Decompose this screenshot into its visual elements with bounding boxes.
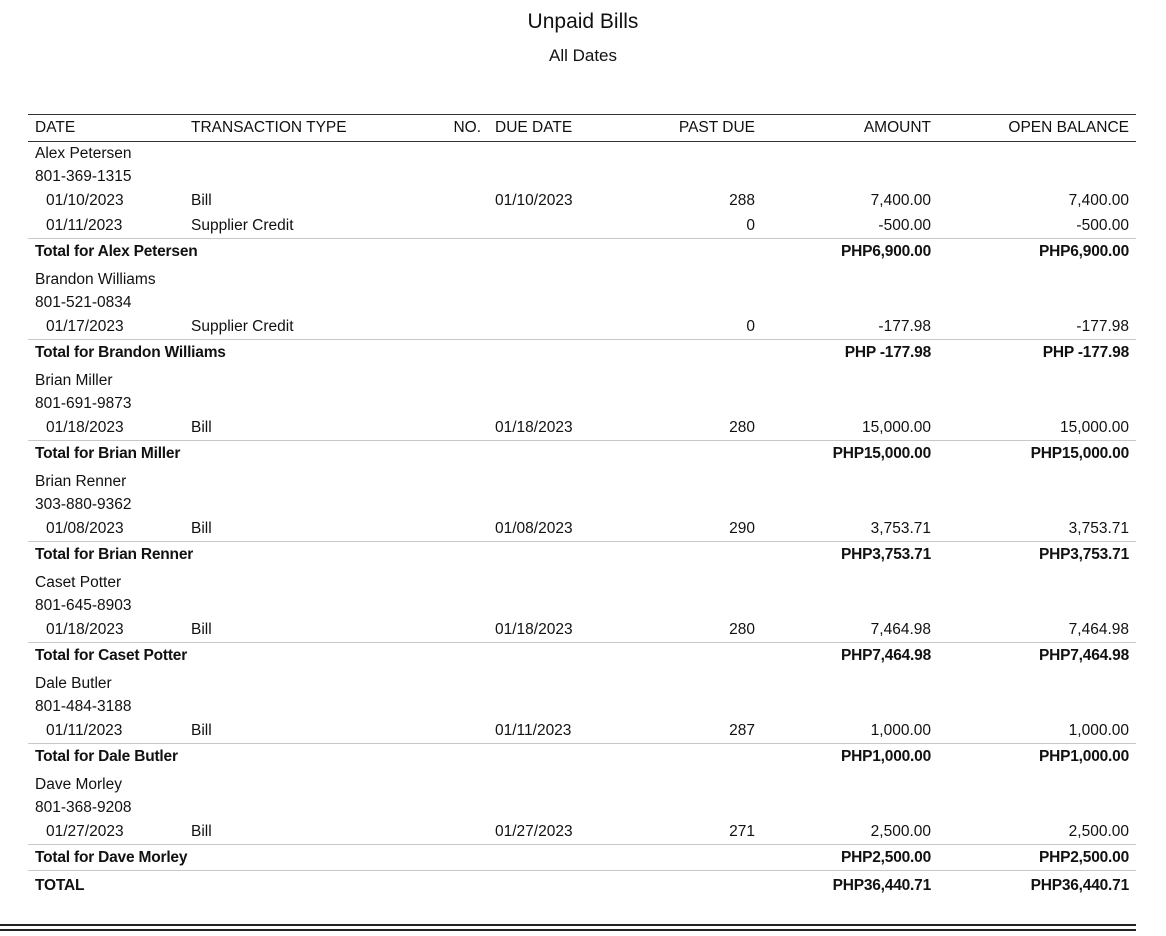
supplier-total-row xyxy=(28,542,1136,568)
supplier-phone: 801-368-9208 xyxy=(35,798,132,816)
supplier-total-amount: PHP7,464.98 xyxy=(762,643,938,669)
supplier-name-row xyxy=(28,470,1136,493)
supplier-name[interactable]: Caset Potter xyxy=(35,573,122,591)
supplier-total-label: Total for Dave Morley xyxy=(28,845,762,871)
column-header-past-due[interactable]: PAST DUE xyxy=(628,115,762,142)
transaction-open-balance: -500.00 xyxy=(1076,216,1129,234)
supplier-total-label: Total for Brandon Williams xyxy=(28,340,762,366)
supplier-phone-row xyxy=(28,291,1136,314)
transaction-due-date: 01/10/2023 xyxy=(495,191,573,209)
transaction-row xyxy=(28,516,1136,542)
supplier-total-open-balance: PHP -177.98 xyxy=(938,340,1136,366)
column-header-no[interactable]: NO. xyxy=(432,115,488,142)
transaction-type[interactable]: Bill xyxy=(191,822,212,840)
supplier-total-open-balance: PHP15,000.00 xyxy=(938,441,1136,467)
transaction-due-date: 01/08/2023 xyxy=(495,519,573,537)
supplier-phone: 801-645-8903 xyxy=(35,596,132,614)
supplier-total-amount: PHP2,500.00 xyxy=(762,845,938,871)
transaction-past-due: 280 xyxy=(729,418,755,436)
report-date-range: All Dates xyxy=(548,46,618,65)
supplier-name-row xyxy=(28,369,1136,392)
transaction-type[interactable]: Supplier Credit xyxy=(191,216,294,234)
transaction-past-due: 280 xyxy=(729,620,755,638)
transaction-due-date: 01/18/2023 xyxy=(495,620,573,638)
supplier-total-open-balance: PHP6,900.00 xyxy=(938,239,1136,265)
transaction-type[interactable]: Bill xyxy=(191,519,212,537)
transaction-due-date xyxy=(488,213,628,239)
transaction-date[interactable]: 01/10/2023 xyxy=(46,191,124,209)
transaction-open-balance: 7,464.98 xyxy=(1068,620,1129,638)
supplier-total-label: Total for Brian Renner xyxy=(28,542,762,568)
supplier-total-label: Total for Alex Petersen xyxy=(28,239,762,265)
transaction-open-balance: 7,400.00 xyxy=(1068,191,1129,209)
supplier-total-amount: PHP6,900.00 xyxy=(762,239,938,265)
grand-total-double-rule-top xyxy=(0,924,1136,928)
transaction-open-balance: 1,000.00 xyxy=(1068,721,1129,739)
supplier-total-open-balance: PHP7,464.98 xyxy=(938,643,1136,669)
transaction-type[interactable]: Bill xyxy=(191,721,212,739)
report-title: Unpaid Bills xyxy=(527,10,639,33)
supplier-name-row xyxy=(28,773,1136,796)
transaction-amount[interactable]: 1,000.00 xyxy=(870,721,931,739)
report-body xyxy=(28,142,1136,871)
grand-total-open-balance: PHP36,440.71 xyxy=(938,871,1136,901)
transaction-type[interactable]: Bill xyxy=(191,418,212,436)
supplier-total-amount: PHP3,753.71 xyxy=(762,542,938,568)
supplier-phone: 801-521-0834 xyxy=(35,293,132,311)
transaction-date[interactable]: 01/11/2023 xyxy=(46,216,123,234)
supplier-phone-row xyxy=(28,392,1136,415)
supplier-name[interactable]: Dave Morley xyxy=(35,775,122,793)
transaction-open-balance: 3,753.71 xyxy=(1068,519,1129,537)
transaction-type[interactable]: Bill xyxy=(191,620,212,638)
transaction-no xyxy=(432,213,488,239)
transaction-past-due: 287 xyxy=(729,721,755,739)
supplier-phone-row xyxy=(28,695,1136,718)
transaction-past-due: 288 xyxy=(729,191,755,209)
transaction-row xyxy=(28,314,1136,340)
supplier-total-row xyxy=(28,643,1136,669)
supplier-total-label: Total for Brian Miller xyxy=(28,441,762,467)
transaction-date[interactable]: 01/11/2023 xyxy=(46,721,123,739)
supplier-total-label: Total for Dale Butler xyxy=(28,744,762,770)
column-header-due-date[interactable]: DUE DATE xyxy=(488,115,628,142)
column-header-open-balance[interactable]: OPEN BALANCE xyxy=(938,115,1136,142)
supplier-total-row xyxy=(28,845,1136,871)
transaction-open-balance: 15,000.00 xyxy=(1060,418,1129,436)
transaction-amount[interactable]: 15,000.00 xyxy=(862,418,931,436)
supplier-total-open-balance: PHP2,500.00 xyxy=(938,845,1136,871)
supplier-total-row xyxy=(28,441,1136,467)
transaction-no xyxy=(432,314,488,340)
transaction-row xyxy=(28,617,1136,643)
transaction-row xyxy=(28,819,1136,845)
transaction-no xyxy=(432,617,488,643)
transaction-past-due: 290 xyxy=(729,519,755,537)
transaction-amount[interactable]: 7,400.00 xyxy=(870,191,931,209)
table-header-row xyxy=(28,115,1136,142)
supplier-name[interactable]: Brian Renner xyxy=(35,472,127,490)
supplier-phone: 801-691-9873 xyxy=(35,394,132,412)
transaction-no xyxy=(432,516,488,542)
column-header-transaction-type[interactable]: TRANSACTION TYPE xyxy=(184,115,432,142)
transaction-due-date: 01/11/2023 xyxy=(495,721,572,739)
column-header-amount[interactable]: AMOUNT xyxy=(762,115,938,142)
transaction-type[interactable]: Supplier Credit xyxy=(191,317,294,335)
transaction-date[interactable]: 01/18/2023 xyxy=(46,418,124,436)
transaction-no xyxy=(432,718,488,744)
supplier-name-row xyxy=(28,268,1136,291)
transaction-row xyxy=(28,718,1136,744)
grand-total-label: TOTAL xyxy=(28,871,762,901)
unpaid-bills-table xyxy=(28,114,1136,900)
supplier-phone-row xyxy=(28,165,1136,188)
transaction-no xyxy=(432,819,488,845)
grand-total-double-rule-bottom xyxy=(0,929,1136,933)
supplier-phone: 801-369-1315 xyxy=(35,167,132,185)
supplier-total-label: Total for Caset Potter xyxy=(28,643,762,669)
transaction-no xyxy=(432,415,488,441)
supplier-total-amount: PHP -177.98 xyxy=(762,340,938,366)
supplier-total-row xyxy=(28,744,1136,770)
supplier-phone-row xyxy=(28,594,1136,617)
transaction-date[interactable]: 01/08/2023 xyxy=(46,519,124,537)
supplier-phone: 303-880-9362 xyxy=(35,495,132,513)
grand-total-row xyxy=(28,871,1136,901)
transaction-date[interactable]: 01/17/2023 xyxy=(46,317,124,335)
transaction-type[interactable]: Bill xyxy=(191,191,212,209)
transaction-due-date xyxy=(488,314,628,340)
transaction-no xyxy=(432,188,488,213)
supplier-phone-row xyxy=(28,796,1136,819)
transaction-amount[interactable]: -177.98 xyxy=(878,317,931,335)
supplier-total-amount: PHP15,000.00 xyxy=(762,441,938,467)
supplier-total-amount: PHP1,000.00 xyxy=(762,744,938,770)
transaction-amount[interactable]: -500.00 xyxy=(878,216,931,234)
transaction-row xyxy=(28,188,1136,213)
supplier-name[interactable]: Brandon Williams xyxy=(35,270,156,288)
column-header-date[interactable]: DATE xyxy=(28,115,184,142)
transaction-row xyxy=(28,213,1136,239)
supplier-name[interactable]: Alex Petersen xyxy=(35,144,132,162)
supplier-name-row xyxy=(28,142,1136,166)
grand-total-amount: PHP36,440.71 xyxy=(762,871,938,901)
supplier-total-row xyxy=(28,239,1136,265)
transaction-past-due: 0 xyxy=(746,317,755,335)
transaction-open-balance: -177.98 xyxy=(1076,317,1129,335)
transaction-past-due: 271 xyxy=(729,822,755,840)
transaction-amount[interactable]: 2,500.00 xyxy=(870,822,931,840)
supplier-name-row xyxy=(28,571,1136,594)
transaction-date[interactable]: 01/27/2023 xyxy=(46,822,124,840)
supplier-phone-row xyxy=(28,493,1136,516)
transaction-amount[interactable]: 7,464.98 xyxy=(870,620,931,638)
supplier-phone: 801-484-3188 xyxy=(35,697,132,715)
supplier-name[interactable]: Brian Miller xyxy=(35,371,113,389)
supplier-total-open-balance: PHP3,753.71 xyxy=(938,542,1136,568)
transaction-due-date: 01/27/2023 xyxy=(495,822,573,840)
supplier-total-row xyxy=(28,340,1136,366)
transaction-amount[interactable]: 3,753.71 xyxy=(870,519,931,537)
transaction-past-due: 0 xyxy=(746,216,755,234)
supplier-total-open-balance: PHP1,000.00 xyxy=(938,744,1136,770)
transaction-open-balance: 2,500.00 xyxy=(1068,822,1129,840)
supplier-name-row xyxy=(28,672,1136,695)
transaction-due-date: 01/18/2023 xyxy=(495,418,573,436)
transaction-row xyxy=(28,415,1136,441)
transaction-date[interactable]: 01/18/2023 xyxy=(46,620,124,638)
supplier-name[interactable]: Dale Butler xyxy=(35,674,112,692)
